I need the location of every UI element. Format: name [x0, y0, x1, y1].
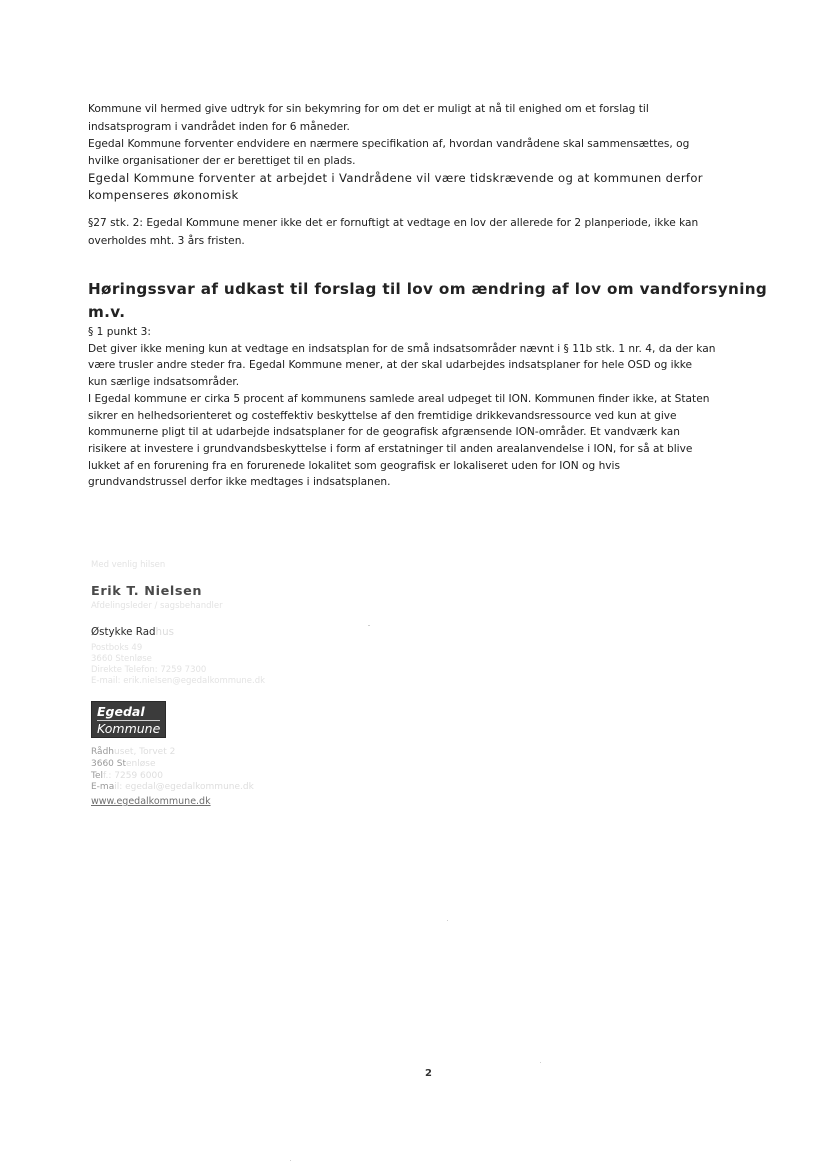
contact-line: E-mail: erik.nielsen@egedalkommune.dk: [91, 676, 266, 686]
paragraph-vandraad: [88, 101, 753, 203]
text-line: lukket af en forurening fra en forurenede lokalitet som geografisk er lokaliseret uden for ION og hvis: [88, 459, 621, 472]
contact-line: Direkte Telefon: 7259 7300: [91, 665, 207, 675]
section-heading: [88, 278, 767, 323]
department-name-faint: hus: [155, 626, 174, 638]
signer-title: Afdelingsleder / sagsbehandler: [91, 601, 223, 611]
text-line: Det giver ikke mening kun at vedtage en indsatsplan for de små indsatsområder nævnt i § 11b stk. 1 nr. 4, da der kan: [88, 342, 716, 355]
signer-name: Erik T. Nielsen: [91, 584, 203, 599]
text-line: § 1 punkt 3:: [88, 326, 151, 338]
page-number: 2: [425, 1068, 432, 1079]
greeting: Med venlig hilsen: [91, 560, 166, 570]
address-line: E-mail: egedal@egedalkommune.dk: [91, 782, 254, 793]
website-link[interactable]: www.egedalkommune.dk: [91, 796, 211, 807]
text-line: I Egedal kommune er cirka 5 procent af kommunens samlede areal udpeget til ION. Kommunen finder ikke, at Staten: [88, 392, 710, 405]
text-line: Kommune vil hermed give udtryk for sin bekymring for om det er muligt at nå til enighed om et forslag til: [88, 103, 649, 115]
contact-line: Postboks 49: [91, 643, 143, 653]
text-line-wide: Egedal Kommune forventer at arbejdet i Vandrådene vil være tidskrævende og at kommunen derfor: [88, 170, 703, 185]
text-line: hvilke organisationer der er berettiget til en plads.: [88, 154, 356, 167]
paragraph-27-stk-2: [88, 215, 753, 250]
scan-speck: [540, 1062, 541, 1063]
address-block: [91, 747, 254, 794]
address-line: Telf.: 7259 6000: [91, 770, 163, 781]
address-line: Rådhuset, Torvet 2: [91, 747, 176, 757]
scan-speck: [368, 625, 370, 626]
address-line: 3660 Stenløse: [91, 758, 156, 769]
paragraph-1-punkt-3: [88, 324, 753, 491]
department-name: Østykke Rad: [91, 626, 156, 638]
text-line: være trusler andre steder fra. Egedal Kommune mener, at der skal udarbejdes indsatsplaner for hele OSD og ikke: [88, 359, 693, 372]
text-line: kun særlige indsatsområder.: [88, 376, 240, 389]
text-line: kommunerne pligt til at udarbejde indsatsplaner for de geografisk afgrænsende ION-områder. Et vandværk kan: [88, 426, 680, 439]
text-line: overholdes mht. 3 års fristen.: [88, 234, 245, 247]
text-line: sikrer en helhedsorienteret og costeffektiv beskyttelse af den fremtidige drikkevandsressource ved kun at give: [88, 409, 677, 422]
logo-line-2: Kommune: [97, 721, 161, 736]
text-line: indsatsprogram i vandrådet inden for 6 måneder.: [88, 120, 350, 133]
text-line: Egedal Kommune forventer endvidere en nærmere specifikation af, hvordan vandrådene skal sammensættes, og: [88, 138, 690, 150]
text-line-wide: kompenseres økonomisk: [88, 187, 239, 202]
egedal-kommune-logo: [91, 701, 166, 738]
scan-speck: [290, 1160, 291, 1161]
heading-line-1: Høringssvar af udkast til forslag til lov om ændring af lov om vandforsyning: [88, 280, 768, 298]
text-line: grundvandstrussel derfor ikke medtages i indsatsplanen.: [88, 476, 391, 489]
logo-line-1: Egedal: [97, 704, 145, 719]
text-line: risikere at investere i grundvandsbeskyttelse i form af erstatninger til anden arealanvendelse i ION, for så at blive: [88, 442, 693, 455]
scan-speck: [447, 920, 448, 921]
text-line: §27 stk. 2: Egedal Kommune mener ikke det er fornuftigt at vedtage en lov der allerede for 2 planperiode, ikke kan: [88, 217, 699, 229]
contact-line: 3660 Stenløse: [91, 654, 152, 664]
department: [91, 626, 174, 638]
heading-line-2: m.v.: [88, 303, 126, 321]
